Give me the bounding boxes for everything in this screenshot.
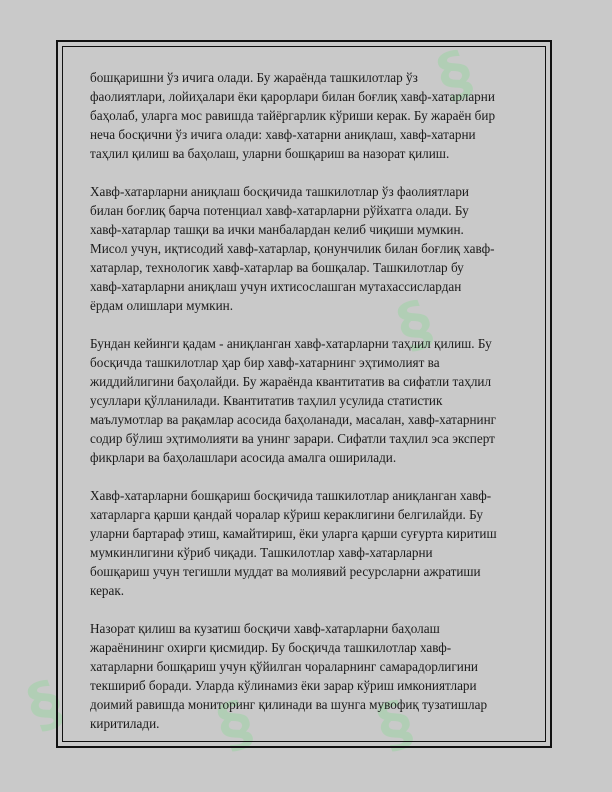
text-line: маълумотлар ва рақамлар асосида баҳоланади, масалан, хавф-хатарнинг [90,412,497,427]
text-line: фикрлари ва баҳолашлари асосида амалга оширилади. [90,450,397,465]
paragraph [90,68,522,163]
text-line: мумкинлигини кўриб чиқади. Ташкилотлар хавф-хатарларни [90,545,433,560]
paragraph [90,334,522,467]
watermark-logo: § [18,666,72,744]
watermark-logo: § [208,686,262,764]
text-line: хавф-хатарлар ташқи ва ички манбалардан келиб чиқиши мумкин. [90,222,464,237]
text-line: доимий равишда мониторинг қилинади ва шунга мувофиқ тузатишлар [90,697,488,712]
text-line: бошқариш учун тегишли муддат ва молиявий ресурсларни ажратиши [90,564,481,579]
text-line: уларни бартараф этиш, камайтириш, ёки уларга қарши суғурта киритиш [90,526,497,541]
document-body [90,68,522,752]
text-line: текшириб боради. Уларда кўлинамиз ёки зарар кўриш имкониятлари [90,678,477,693]
text-line: хатарлар, технологик хавф-хатарлар ва бошқалар. Ташкилотлар бу [90,260,464,275]
text-line: бошқаришни ўз ичига олади. Бу жараёнда ташкилотлар ўз [90,70,418,85]
text-line: хатарларни бошқариш учун қўйилган чораларнинг самарадорлигини [90,659,478,674]
text-line: баҳолаб, уларга мос равишда тайёргарлик кўриши керак. Бу жараён бир [90,108,496,123]
text-line: содир бўлиш эҳтимолияти ва унинг зарари. Сифатли таҳлил эса эксперт [90,431,495,446]
text-line: таҳлил қилиш ва баҳолаш, уларни бошқариш ва назорат қилиш. [90,146,450,161]
text-line: усуллари қўлланилади. Квантитатив таҳлил усулида статистик [90,393,443,408]
text-line: билан боғлиқ барча потенциал хавф-хатарларни рўйхатга олади. Бу [90,203,469,218]
text-line: хавф-хатарларни аниқлаш учун ихтисослашган мутахассислардан [90,279,462,294]
text-line: Хавф-хатарларни бошқариш босқичида ташкилотлар аниқланган хавф- [90,488,492,503]
text-line: фаолиятлари, лойиҳалари ёки қарорлари билан боғлиқ хавф-хатарларни [90,89,495,104]
paragraph [90,182,522,315]
text-line: хатарларга қарши қандай чоралар кўриш кераклигини белгилайди. Бу [90,507,483,522]
text-line: Бундан кейинги қадам - аниқланган хавф-хатарларни таҳлил қилиш. Бу [90,336,492,351]
text-line: Хавф-хатарларни аниқлаш босқичида ташкилотлар ўз фаолиятлари [90,184,469,199]
watermark-logo: § [388,286,442,364]
text-line: Назорат қилиш ва кузатиш босқичи хавф-хатарларни баҳолаш [90,621,440,636]
paragraph [90,619,522,733]
text-line: неча босқични ўз ичига олади: хавф-хатарни аниқлаш, хавф-хатарни [90,127,476,142]
text-line: жиддийлигини баҳолайди. Бу жараёнда квантитатив ва сифатли таҳлил [90,374,492,389]
watermark-logo: § [428,36,482,114]
text-line: Мисол учун, иқтисодий хавф-хатарлар, қонунчилик билан боғлиқ хавф- [90,241,495,256]
text-line: босқичда ташкилотлар ҳар бир хавф-хатарнинг эҳтимолият ва [90,355,440,370]
text-line: киритилади. [90,716,160,731]
watermark-logo: § [368,686,422,764]
text-line: керак. [90,583,125,598]
text-line: жараёнининг охирги қисмидир. Бу босқичда ташкилотлар хавф- [90,640,452,655]
text-line: ёрдам олишлари мумкин. [90,298,234,313]
paragraph [90,486,522,600]
